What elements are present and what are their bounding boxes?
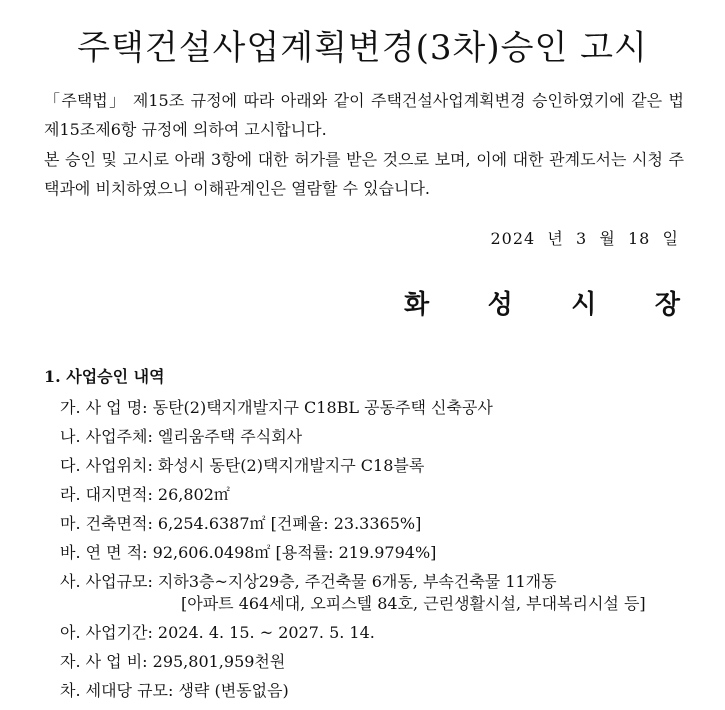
item-site-area: 라. 대지면적: 26,802㎡ bbox=[60, 485, 230, 504]
issuer-char: 화 bbox=[404, 290, 430, 320]
notice-date: 2024 년 3 월 18 일 bbox=[490, 229, 679, 248]
notice-paragraph-legal-basis: 「주택법」 제15조 규정에 따라 아래와 같이 주택건설사업계획변경 승인하였기에 같은 법 제15조제6항 규정에 의하여 고시합니다. bbox=[44, 91, 684, 139]
item-location: 다. 사업위치: 화성시 동탄(2)택지개발지구 C18블록 bbox=[60, 456, 425, 475]
item-project-scale: 사. 사업규모: 지하3층~지상29층, 주건축물 6개동, 부속건축물 11개동 bbox=[60, 572, 557, 591]
issuer-char: 장 bbox=[654, 290, 680, 320]
item-total-floor-area: 바. 연 면 적: 92,606.0498㎡ [용적률: 219.9794%] bbox=[60, 543, 437, 562]
issuer-signature bbox=[404, 284, 680, 321]
section-heading-approval: 1. 사업승인 내역 bbox=[44, 367, 165, 386]
notice-title: 주택건설사업계획변경(3차)승인 고시 bbox=[77, 28, 648, 68]
notice-paragraph-permit: 본 승인 및 고시로 아래 3항에 대한 허가를 받은 것으로 보며, 이에 대한 관계도서는 시청 주택과에 비치하였으니 이해관계인은 열람할 수 있습니다. bbox=[44, 150, 684, 198]
item-project-name: 가. 사 업 명: 동탄(2)택지개발지구 C18BL 공동주택 신축공사 bbox=[60, 398, 493, 417]
item-developer: 나. 사업주체: 엘리움주택 주식회사 bbox=[60, 427, 303, 446]
item-building-area: 마. 건축면적: 6,254.6387㎡ [건폐율: 23.3365%] bbox=[60, 514, 422, 533]
issuer-char: 시 bbox=[571, 290, 597, 320]
item-unit-size: 차. 세대당 규모: 생략 (변동없음) bbox=[60, 681, 289, 700]
item-project-period: 아. 사업기간: 2024. 4. 15. ~ 2027. 5. 14. bbox=[60, 623, 375, 642]
issuer-char: 성 bbox=[487, 290, 513, 320]
item-project-cost: 자. 사 업 비: 295,801,959천원 bbox=[60, 652, 286, 671]
item-project-scale-detail: [아파트 464세대, 오피스텔 84호, 근린생활시설, 부대복리시설 등] bbox=[181, 594, 646, 613]
